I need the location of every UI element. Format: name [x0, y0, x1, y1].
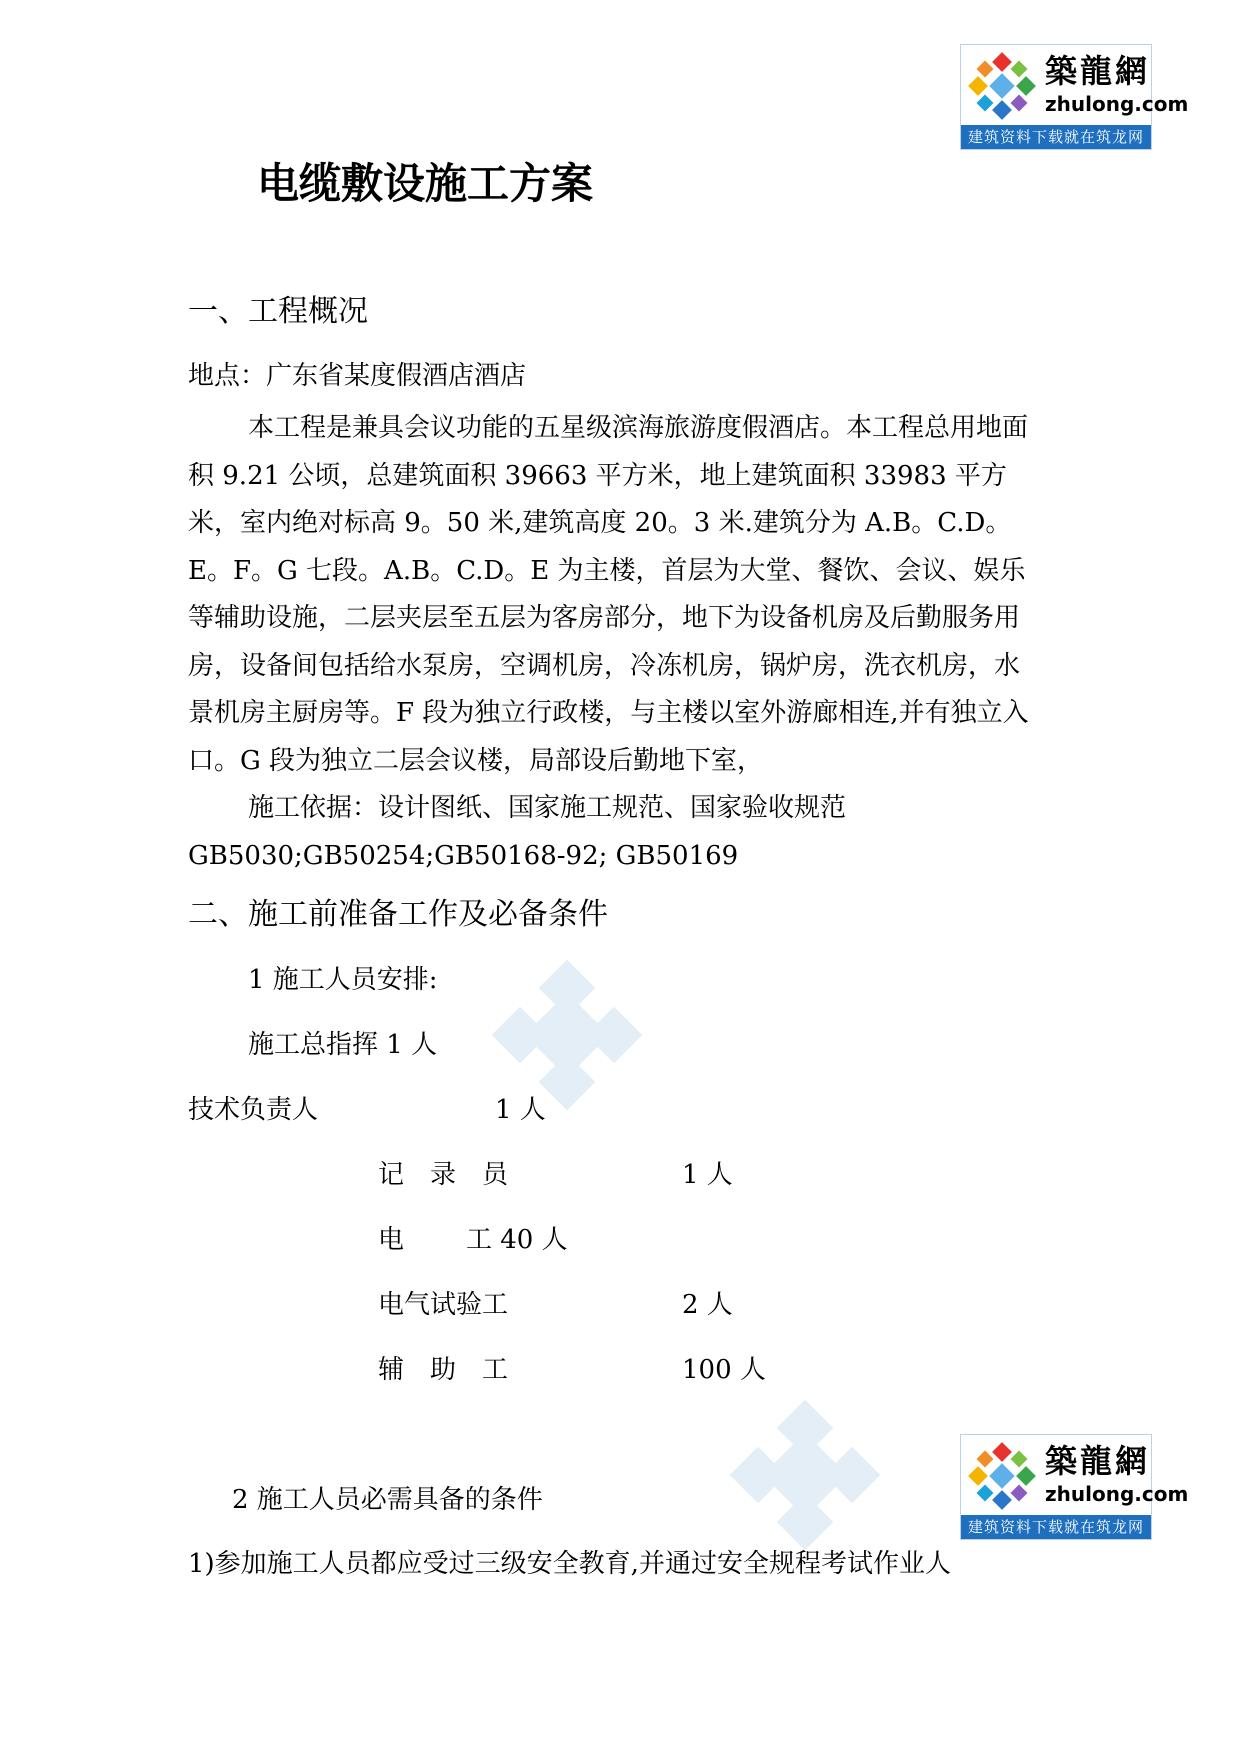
staff-row-count: 1 人 — [495, 1095, 546, 1125]
staff-row-count: 1 人 — [682, 1160, 733, 1190]
logo-domain: zhulong.com — [1045, 1482, 1189, 1506]
project-description-text: 本工程是兼具会议功能的五星级滨海旅游度假酒店。本工程总用地面积 9.21 公顷，总建筑面积 39663 平方米，地上建筑面积 33983 平方米，室内绝对标高 9。50 米,建筑高度 20。3 米.建筑分为 A.B。C.D。E。F。G 七段。A.B。C.D。E 为主楼，首层为大堂、餐饮、会议、娱乐等辅助设施，二层夹层至五层为客房部分，地下为设备机房及后勤服务用房，设备间包括给水泵房，空调机房，冷冻机房，锅炉房，洗衣机房，水景机房主厨房等。F 段为独立行政楼，与主楼以室外游廊相连,并有独立入口。G 段为独立二层会议楼，局部设后勤地下室， — [188, 413, 1029, 776]
staff-arrangement-heading: 1 施工人员安排: — [248, 965, 438, 995]
staff-row-count: 工 40 人 — [466, 1225, 568, 1255]
logo-slogan: 建筑资料下载就在筑龙网 — [961, 125, 1151, 149]
section-heading-preparation: 二、施工前准备工作及必备条件 — [188, 897, 608, 932]
document-title: 电缆敷设施工方案 — [257, 159, 594, 208]
requirements-heading: 2 施工人员必需具备的条件 — [232, 1485, 543, 1515]
staff-row-role: 电气试验工 — [378, 1290, 509, 1320]
location-line: 地点：广东省某度假酒店酒店 — [188, 361, 527, 391]
staff-row-role: 记 录 员 — [378, 1160, 509, 1190]
logo-slogan: 建筑资料下载就在筑龙网 — [961, 1515, 1151, 1539]
watermark-snowflake-icon — [730, 1400, 880, 1550]
logo-name: 築龍網 — [1045, 1442, 1151, 1480]
logo-domain: zhulong.com — [1045, 92, 1189, 116]
staff-row-role: 技术负责人 — [188, 1095, 319, 1125]
watermark-snowflake-icon — [492, 960, 642, 1110]
zhulong-logo-bottom — [960, 1434, 1189, 1540]
staff-row-role: 电 — [378, 1225, 405, 1255]
section-heading-overview: 一、工程概况 — [188, 294, 368, 329]
zhulong-logo-top — [960, 44, 1189, 150]
staff-row-count: 100 人 — [682, 1355, 766, 1385]
logo-body — [961, 1435, 1189, 1515]
logo-body — [961, 45, 1189, 125]
logo-name: 築龍網 — [1045, 52, 1151, 90]
requirement-item-1: 1)参加施工人员都应受过三级安全教育,并通过安全规程考试作业人 — [188, 1549, 951, 1579]
project-description-paragraph — [188, 405, 1044, 785]
construction-basis-text: 施工依据：设计图纸、国家施工规范、国家验收规范 GB5030;GB50254;GB50168-92; GB50169 — [188, 793, 847, 871]
snowflake-emblem-icon — [967, 1441, 1037, 1511]
commander-line: 施工总指挥 1 人 — [248, 1030, 438, 1060]
staff-row-count: 2 人 — [682, 1290, 733, 1320]
construction-basis-paragraph — [188, 785, 1044, 880]
snowflake-emblem-icon — [967, 51, 1037, 121]
staff-row-role: 辅 助 工 — [378, 1355, 509, 1385]
